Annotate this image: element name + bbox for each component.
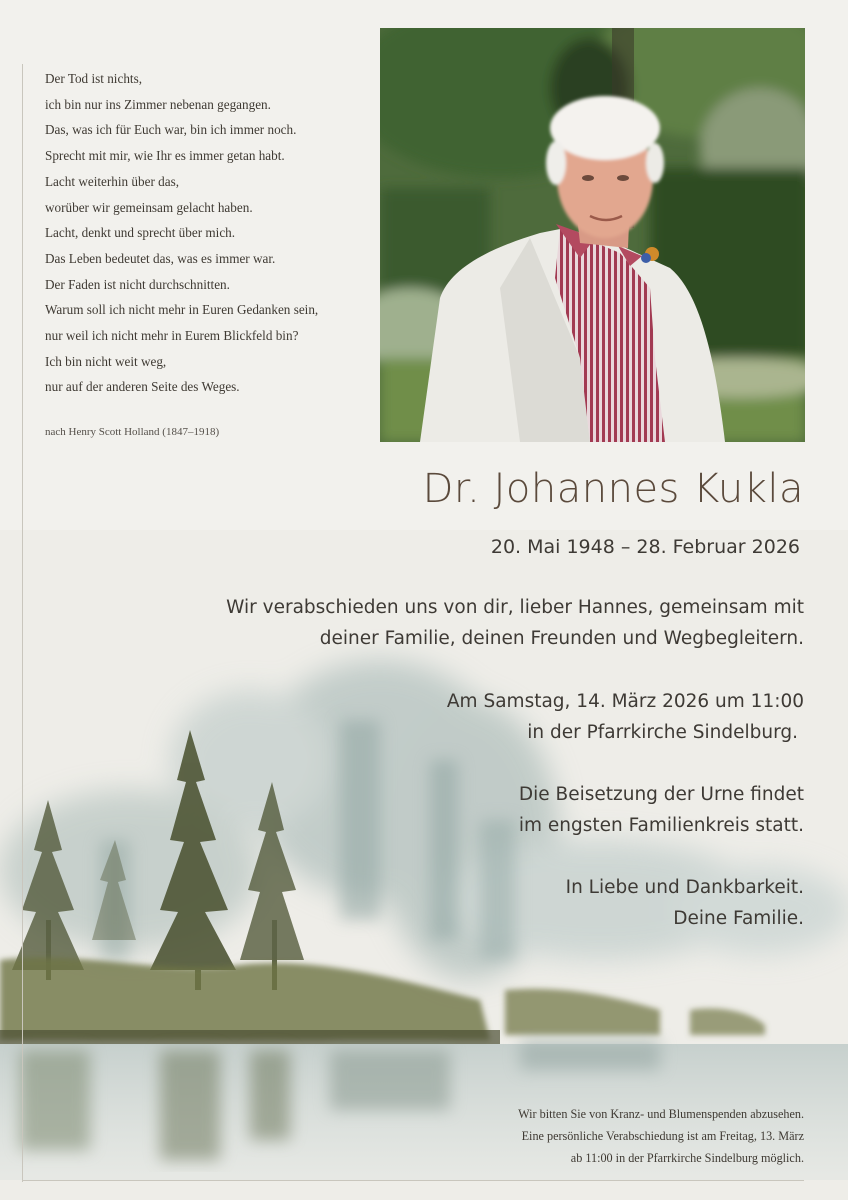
farewell-message <box>226 592 804 654</box>
farewell-line: deiner Familie, deinen Freunden und Wegbegleitern. <box>319 628 804 649</box>
poem-line: Das Leben bedeutet das, was es immer war. <box>45 250 276 266</box>
poem-line: Sprecht mit mir, wie Ihr es immer getan habt. <box>45 148 285 164</box>
poem-line: Ich bin nicht weit weg, <box>45 353 167 369</box>
poem-line: Warum soll ich nicht mehr in Euren Gedanken sein, <box>45 302 319 318</box>
poem-line: ich bin nur ins Zimmer nebenan gegangen. <box>45 96 271 112</box>
bottom-border-line <box>22 1180 804 1181</box>
deceased-name: Dr. Johannes Kukla <box>422 466 804 512</box>
service-line: in der Pfarrkirche Sindelburg. <box>527 722 798 743</box>
poem-line: Lacht, denkt und sprecht über mich. <box>45 225 236 241</box>
poem-line: Der Tod ist nichts, <box>45 71 142 86</box>
burial-line: im engsten Familienkreis statt. <box>518 815 804 836</box>
footer-line: Wir bitten Sie von Kranz- und Blumenspenden abzusehen. <box>518 1107 804 1121</box>
closing-line: Deine Familie. <box>673 908 804 929</box>
burial-line: Die Beisetzung der Urne findet <box>518 784 804 805</box>
footer-line: ab 11:00 in der Pfarrkirche Sindelburg möglich. <box>570 1151 804 1165</box>
left-border-line <box>22 64 23 1182</box>
life-dates: 20. Mai 1948 – 28. Februar 2026 <box>490 536 800 558</box>
burial-info <box>519 779 804 841</box>
closing-line: In Liebe und Dankbarkeit. <box>565 877 804 898</box>
poem-line: worüber wir gemeinsam gelacht haben. <box>45 199 253 215</box>
poem <box>45 66 375 400</box>
footer-line: Eine persönliche Verabschiedung ist am Freitag, 13. März <box>521 1129 804 1143</box>
farewell-line: Wir verabschieden uns von dir, lieber Hannes, gemeinsam mit <box>226 597 804 618</box>
service-line: Am Samstag, 14. März 2026 um 11:00 <box>446 691 804 712</box>
service-info <box>447 686 804 748</box>
poem-line: Der Faden ist nicht durchschnitten. <box>45 276 230 292</box>
poem-line: nur weil ich nicht mehr in Eurem Blickfeld bin? <box>45 328 299 344</box>
poem-line: Lacht weiterhin über das, <box>45 173 180 189</box>
poem-line: nur auf der anderen Seite des Weges. <box>45 379 240 395</box>
poem-line: Das, was ich für Euch war, bin ich immer noch. <box>45 122 297 138</box>
poem-attribution: nach Henry Scott Holland (1847–1918) <box>45 426 220 438</box>
footer-note <box>518 1103 804 1169</box>
portrait-photo <box>380 28 805 442</box>
closing-signature <box>566 872 804 934</box>
